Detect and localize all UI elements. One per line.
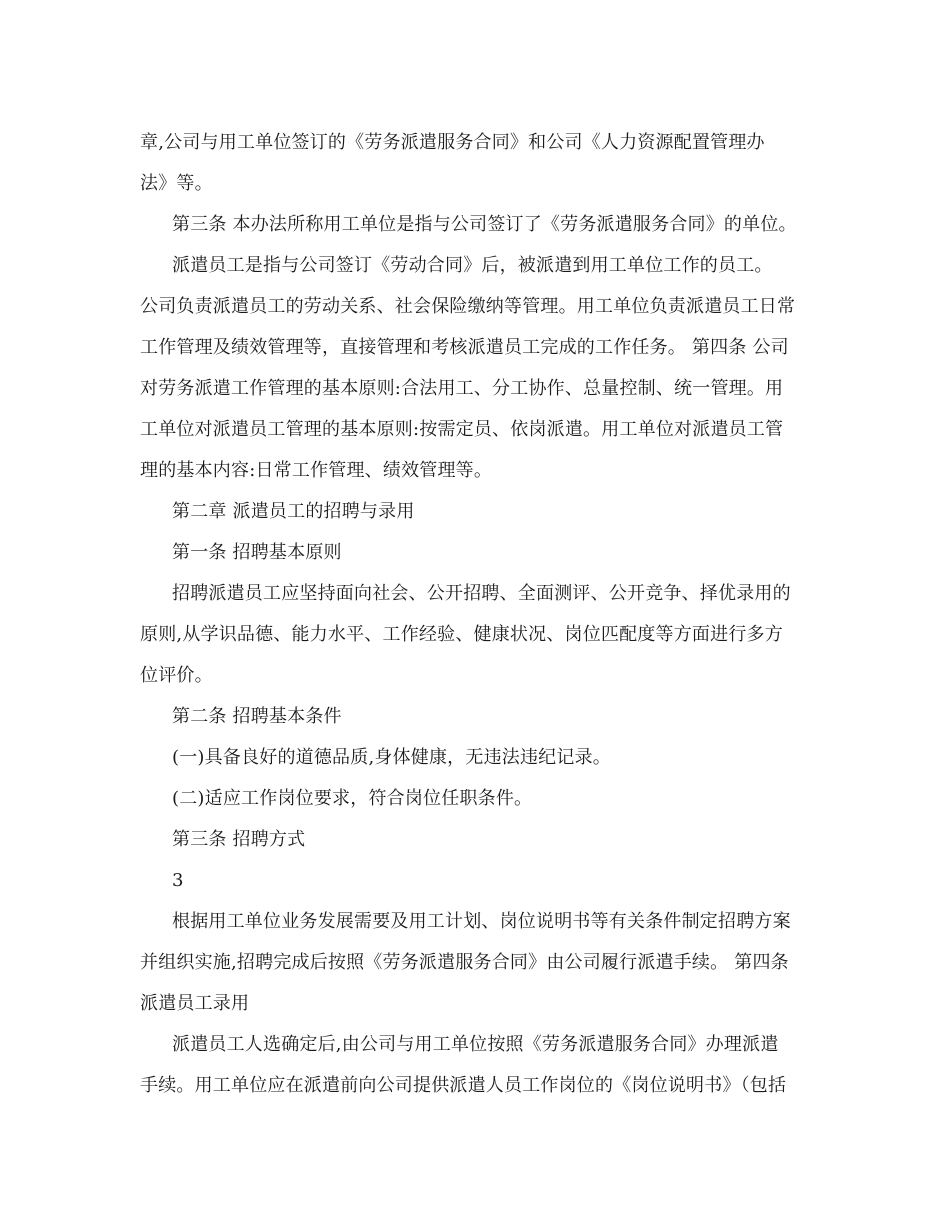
text-line: 原则,从学识品德、能力水平、工作经验、健康状况、岗位匹配度等方面进行多方 (140, 624, 783, 645)
text-line: 派遣员工是指与公司签订《劳动合同》后，被派遣到用工单位工作的员工。 (172, 255, 773, 276)
text-line: 公司负责派遣员工的劳动关系、社会保险缴纳等管理。用工单位负责派遣员工日常 (140, 296, 796, 317)
text-line: 理的基本内容:日常工作管理、绩效管理等。 (140, 460, 493, 481)
page-number: 3 (172, 870, 184, 891)
chapter-heading: 第二章 派遣员工的招聘与录用 (172, 501, 415, 522)
text-line: 位评价。 (140, 665, 213, 686)
article-heading: 第二条 招聘基本条件 (172, 706, 342, 727)
article-heading: 第一条 招聘基本原则 (172, 542, 342, 563)
text-line: 并组织实施,招聘完成后按照《劳务派遣服务合同》由公司履行派遣手续。 第四条 (140, 952, 789, 973)
article-heading: 第三条 招聘方式 (172, 829, 306, 850)
text-line: 工单位对派遣员工管理的基本原则:按需定员、依岗派遣。用工单位对派遣员工管 (140, 419, 784, 440)
text-line: 招聘派遣员工应坚持面向社会、公开招聘、全面测评、公开竞争、择优录用的 (172, 583, 791, 604)
list-item: (二)适应工作岗位要求，符合岗位任职条件。 (172, 788, 533, 809)
text-line: 第三条 本办法所称用工单位是指与公司签订了《劳务派遣服务合同》的单位。 (172, 214, 797, 235)
text-line: 法》等。 (140, 173, 213, 194)
text-line: 章,公司与用工单位签订的《劳务派遣服务合同》和公司《人力资源配置管理办 (140, 132, 765, 153)
text-line: 根据用工单位业务发展需要及用工计划、岗位说明书等有关条件制定招聘方案 (172, 911, 791, 932)
text-line: 派遣员工录用 (140, 993, 250, 1014)
text-line: 工作管理及绩效管理等，直接管理和考核派遣员工完成的工作任务。 第四条 公司 (140, 337, 789, 358)
text-line: 对劳务派遣工作管理的基本原则:合法用工、分工协作、总量控制、统一管理。用 (140, 378, 784, 399)
text-line: 派遣员工人选确定后,由公司与用工单位按照《劳务派遣服务合同》办理派遣 (172, 1034, 779, 1055)
text-line: 手续。用工单位应在派遣前向公司提供派遣人员工作岗位的《岗位说明书》（包括 (140, 1075, 787, 1096)
list-item: (一)具备良好的道德品质,身体健康，无违法违纪记录。 (172, 747, 611, 768)
